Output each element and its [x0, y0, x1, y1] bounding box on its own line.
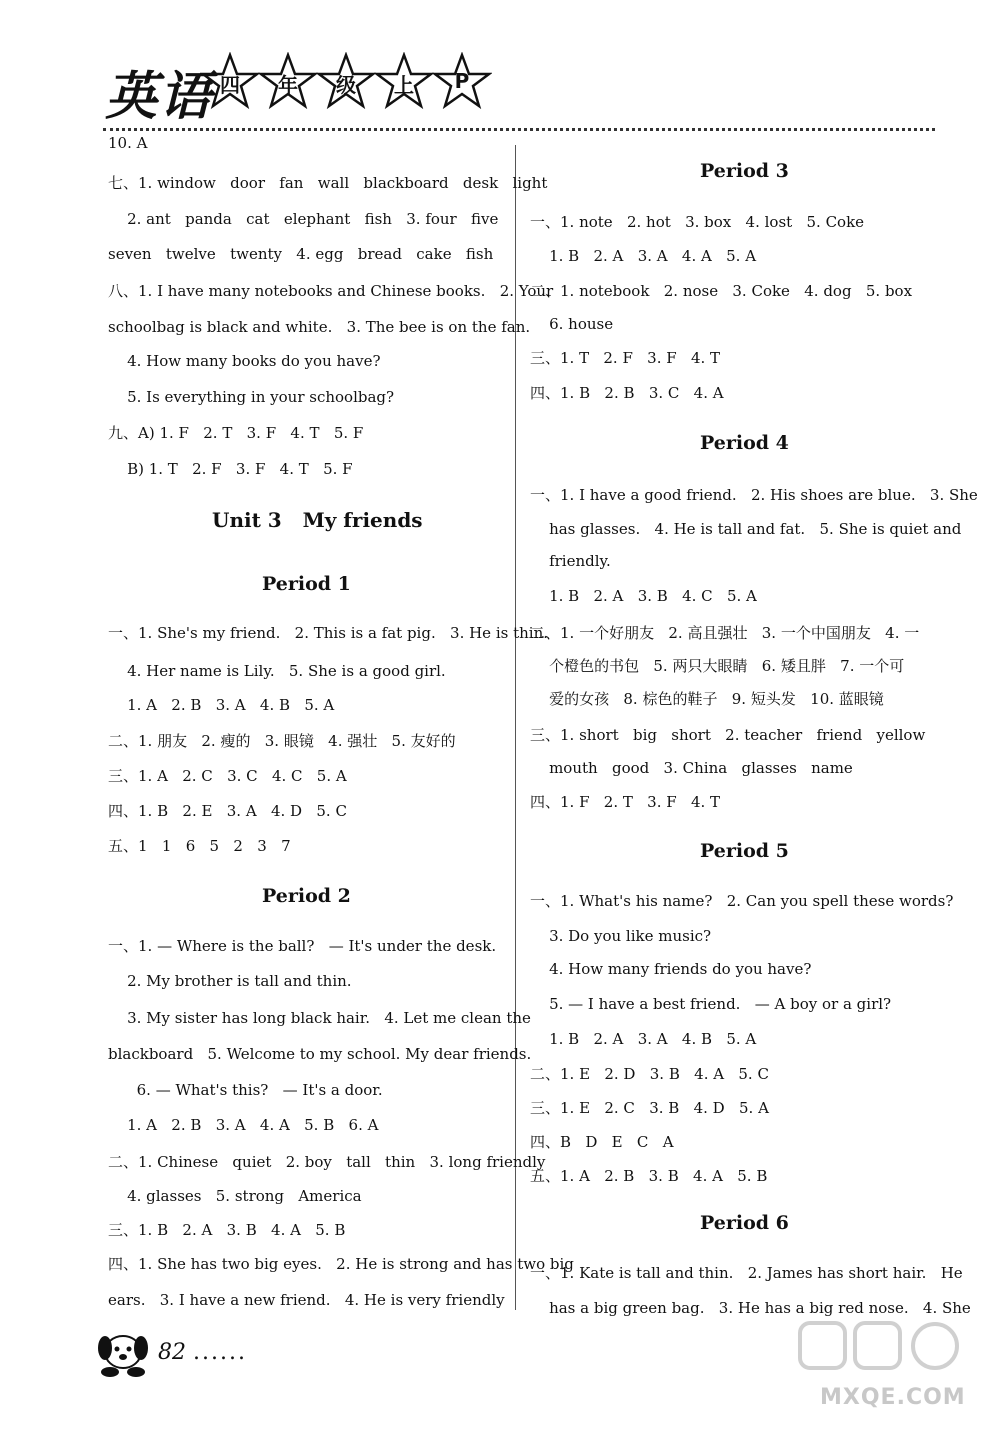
page-number: 82: [158, 1340, 186, 1365]
answer-line: 1. A 2. B 3. A 4. B 5. A: [108, 696, 335, 714]
period-heading: Period 4: [700, 432, 789, 454]
answer-line: 三、1. short big short 2. teacher friend yellow: [530, 726, 926, 744]
answer-line: 三、1. E 2. C 3. B 4. D 5. A: [530, 1099, 769, 1117]
answer-line: 二、1. Chinese quiet 2. boy tall thin 3. long friendly: [108, 1153, 546, 1171]
star-badge: P: [432, 52, 492, 112]
answer-line: 五、1 1 6 5 2 3 7: [108, 837, 291, 855]
answer-line: 一、1. She's my friend. 2. This is a fat pig. 3. He is thin.: [108, 624, 549, 642]
watermark-text: MXQE.COM: [820, 1385, 966, 1410]
answer-line: 2. My brother is tall and thin.: [108, 972, 352, 990]
answer-line: 五、1. A 2. B 3. B 4. A 5. B: [530, 1167, 768, 1185]
period-heading: Period 6: [700, 1212, 789, 1234]
page-header: [95, 48, 935, 134]
answer-line: 四、1. B 2. B 3. C 4. A: [530, 384, 724, 402]
answer-line: 三、1. T 2. F 3. F 4. T: [530, 349, 721, 367]
answer-line: 七、1. window door fan wall blackboard desk light: [108, 174, 548, 192]
answer-line: B) 1. T 2. F 3. F 4. T 5. F: [108, 460, 353, 478]
answer-line: 一、1. — Where is the ball? — It's under the desk.: [108, 937, 497, 955]
answer-line: 6. — What's this? — It's a door.: [108, 1081, 383, 1099]
answer-line: 九、A) 1. F 2. T 3. F 4. T 5. F: [108, 424, 364, 442]
answer-line: schoolbag is black and white. 3. The bee is on the fan.: [108, 318, 531, 336]
period-heading: Period 1: [262, 573, 351, 595]
answer-line: 爱的女孩 8. 棕色的鞋子 9. 短头发 10. 蓝眼镜: [530, 690, 884, 708]
answer-line: 一、1. I have a good friend. 2. His shoes are blue. 3. She: [530, 486, 978, 504]
answer-line: 三、1. B 2. A 3. B 4. A 5. B: [108, 1221, 346, 1239]
answer-line: 四、1. F 2. T 3. F 4. T: [530, 793, 721, 811]
answer-line: has glasses. 4. He is tall and fat. 5. She is quiet and: [530, 520, 962, 538]
answer-line: 1. A 2. B 3. A 4. A 5. B 6. A: [108, 1116, 379, 1134]
answer-line: 八、1. I have many notebooks and Chinese books. 2. Your: [108, 282, 554, 300]
answer-line: seven twelve twenty 4. egg bread cake fish: [108, 245, 494, 263]
answer-line: 1. B 2. A 3. B 4. C 5. A: [530, 587, 757, 605]
answer-line: 2. ant panda cat elephant fish 3. four five: [108, 210, 499, 228]
header-rule: [103, 128, 935, 131]
subject-title: 英语: [105, 66, 214, 127]
answer-line: 二、1. E 2. D 3. B 4. A 5. C: [530, 1065, 769, 1083]
answer-line: 二、1. notebook 2. nose 3. Coke 4. dog 5. box: [530, 282, 913, 300]
star-badge: 上: [374, 52, 434, 112]
answer-line: 二、1. 朋友 2. 瘦的 3. 眼镜 4. 强壮 5. 友好的: [108, 732, 456, 750]
star-badge: 四: [200, 52, 260, 112]
answer-line: 1. B 2. A 3. A 4. A 5. A: [530, 247, 757, 265]
answer-line: ears. 3. I have a new friend. 4. He is very friendly: [108, 1291, 505, 1309]
answer-line: 3. My sister has long black hair. 4. Let me clean the: [108, 1009, 531, 1027]
period-heading: Period 3: [700, 160, 789, 182]
period-heading: Period 5: [700, 840, 789, 862]
answer-line: has a big green bag. 3. He has a big red nose. 4. She: [530, 1299, 971, 1317]
page-footer: [88, 1320, 288, 1380]
answer-line: mouth good 3. China glasses name: [530, 759, 853, 777]
answer-line: 一、1. What's his name? 2. Can you spell these words?: [530, 892, 954, 910]
footer-dots: ......: [193, 1340, 247, 1365]
answer-line: 4. Her name is Lily. 5. She is a good girl.: [108, 662, 446, 680]
star-badge: 年: [258, 52, 318, 112]
star-badge: 级: [316, 52, 376, 112]
period-heading: Period 2: [262, 885, 351, 907]
answer-line: 二、1. 一个好朋友 2. 高且强壮 3. 一个中国朋友 4. 一: [530, 624, 920, 642]
answer-line: friendly.: [530, 552, 611, 570]
answer-line: 一、1. Kate is tall and thin. 2. James has short hair. He: [530, 1264, 963, 1282]
answer-line: 4. How many friends do you have?: [530, 960, 812, 978]
answer-line: 4. glasses 5. strong America: [108, 1187, 362, 1205]
answer-line: 个橙色的书包 5. 两只大眼睛 6. 矮且胖 7. 一个可: [530, 657, 905, 675]
answer-line: 四、B D E C A: [530, 1133, 674, 1151]
answer-line: 1. B 2. A 3. A 4. B 5. A: [530, 1030, 757, 1048]
answer-line: 3. Do you like music?: [530, 927, 712, 945]
answer-line: 4. How many books do you have?: [108, 352, 381, 370]
answer-line: 5. Is everything in your schoolbag?: [108, 388, 395, 406]
answer-line: 一、1. note 2. hot 3. box 4. lost 5. Coke: [530, 213, 865, 231]
watermark-logo-icon: [795, 1318, 965, 1388]
dog-mascot-icon: [88, 1320, 158, 1380]
answer-line: 三、1. A 2. C 3. C 4. C 5. A: [108, 767, 347, 785]
answer-line: 四、1. B 2. E 3. A 4. D 5. C: [108, 802, 347, 820]
answer-line: blackboard 5. Welcome to my school. My dear friends.: [108, 1045, 532, 1063]
answer-line: 10. A: [108, 134, 148, 152]
answer-line: 四、1. She has two big eyes. 2. He is strong and has two big: [108, 1255, 574, 1273]
unit-heading: Unit 3 My friends: [212, 508, 423, 532]
answer-line: 6. house: [530, 315, 614, 333]
answer-line: 5. — I have a best friend. — A boy or a girl?: [530, 995, 892, 1013]
